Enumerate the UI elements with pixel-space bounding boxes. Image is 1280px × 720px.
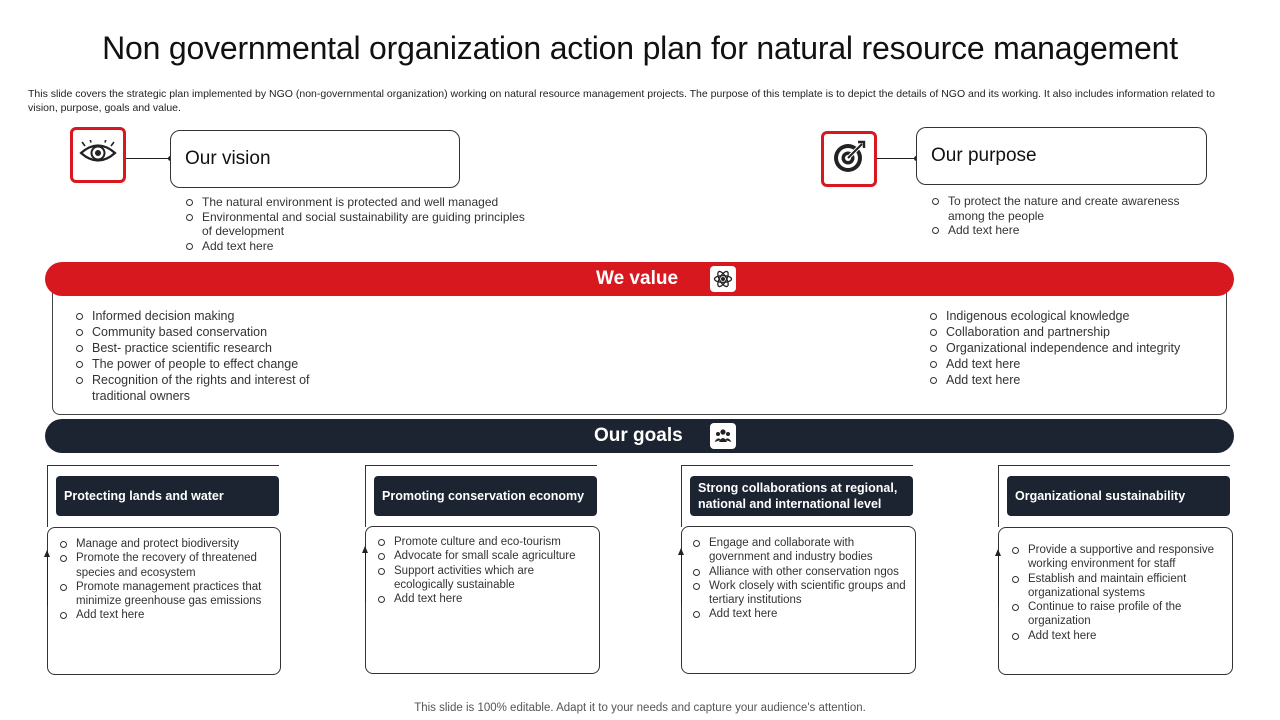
goal-card-title: Protecting lands and water [56,476,279,516]
list-item: Collaboration and partnership [928,324,1218,340]
goal-card-arrow [998,555,999,605]
list-item: Organizational independence and integrity [928,340,1218,356]
list-item: Indigenous ecological knowledge [928,308,1218,324]
goal-card-arrow [365,552,366,602]
list-item: Add text here [928,372,1218,388]
values-band [45,262,1234,296]
goal-card-list [376,535,576,606]
list-item: Establish and maintain efficient organizational systems [1010,572,1226,601]
list-item: Manage and protect biodiversity [58,537,276,551]
purpose-heading: Our purpose [916,127,1207,185]
list-item: Recognition of the rights and interest of traditional owners [74,372,344,404]
goal-card-list [691,536,906,622]
list-item: Promote the recovery of threatened species and ecosystem [58,551,276,580]
list-item: Add text here [1010,629,1226,643]
list-item: Add text here [58,608,276,622]
values-heading: We value [596,268,679,289]
list-item: Promote management practices that minimize greenhouse gas emissions [58,580,276,609]
page-subtitle: This slide covers the strategic plan implemented by NGO (non-governmental organization) working on natural resource management projects. The purpose of this template is to depict the details of NGO and its working. It also includes information related to vision, purpose, goals and value. [28,88,1215,114]
target-icon [831,139,867,180]
values-left-list [74,308,344,404]
purpose-icon-box [821,131,877,187]
goals-band [45,419,1234,453]
page-title: Non governmental organization action plan for natural resource management [102,30,1178,66]
list-item: Community based conservation [74,324,344,340]
purpose-list [930,194,1200,238]
goals-heading: Our goals [594,425,683,446]
goal-card-arrow [681,554,682,604]
goal-card-title: Organizational sustainability [1007,476,1230,516]
vision-connector [126,158,172,159]
people-group-icon [710,423,736,449]
vision-heading: Our vision [170,130,460,188]
goal-card-list [58,537,276,623]
vision-icon-box [70,127,126,183]
atom-icon [710,266,736,292]
list-item: Add text here [928,356,1218,372]
list-item: Add text here [376,592,576,606]
eye-icon [79,140,117,171]
list-item: Provide a supportive and responsive working environment for staff [1010,543,1226,572]
list-item: Support activities which are ecologically sustainable [376,564,576,593]
list-item: Best- practice scientific research [74,340,344,356]
vision-list [184,195,534,253]
list-item: Engage and collaborate with government and industry bodies [691,536,906,565]
list-item: To protect the nature and create awareness among the people [930,194,1200,223]
values-right-list [928,308,1218,388]
list-item: Alliance with other conservation ngos [691,565,906,579]
list-item: Environmental and social sustainability are guiding principles of development [184,210,534,239]
list-item: The natural environment is protected and well managed [184,195,534,210]
list-item: Add text here [691,607,906,621]
list-item: Add text here [184,239,534,254]
list-item: Promote culture and eco-tourism [376,535,576,549]
list-item: Add text here [930,223,1200,238]
list-item: The power of people to effect change [74,356,344,372]
goal-card-list [1010,543,1226,643]
list-item: Work closely with scientific groups and tertiary institutions [691,579,906,608]
list-item: Advocate for small scale agriculture [376,549,576,563]
goal-card-title: Promoting conservation economy [374,476,597,516]
goal-card-arrow [47,556,48,606]
list-item: Informed decision making [74,308,344,324]
footer-note: This slide is 100% editable. Adapt it to your needs and capture your audience's attention. [414,702,866,714]
purpose-connector [877,158,917,159]
goal-card-title: Strong collaborations at regional, national and international level [690,476,913,516]
list-item: Continue to raise profile of the organization [1010,600,1226,629]
